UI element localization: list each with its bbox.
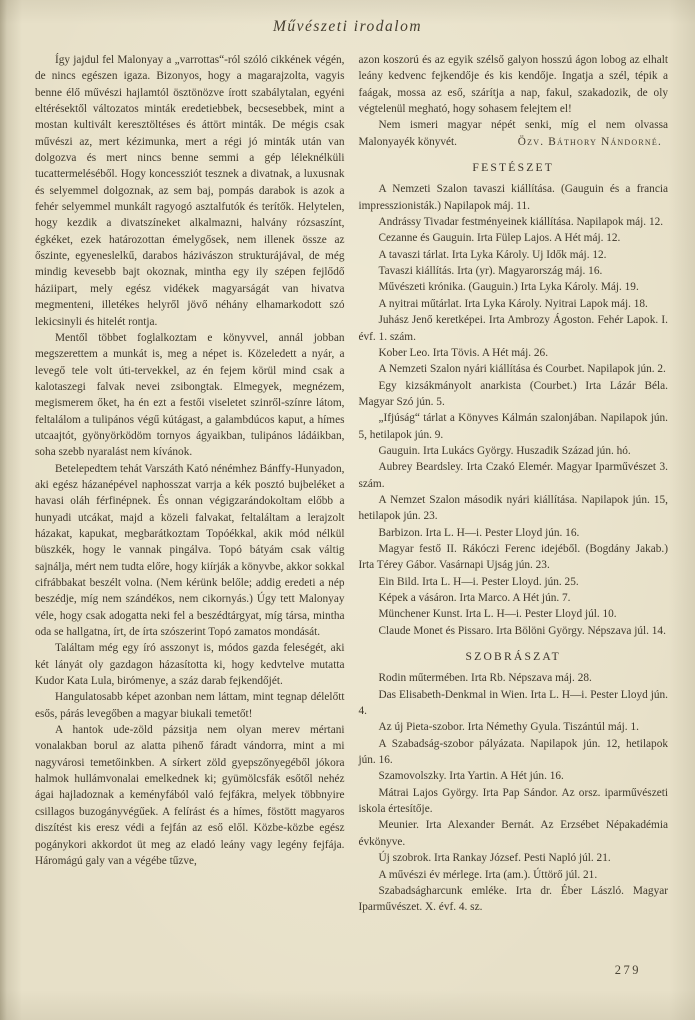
left-column (35, 52, 345, 916)
bibliography-entry: Kober Leo. Irta Tövis. A Hét máj. 26. (378, 346, 549, 359)
bibliography-entry: A Nemzet Szalon második nyári kiállítása. Napilapok jún. 15, hetilapok jún. 23. (358, 493, 668, 523)
section-szobraszat (359, 649, 669, 916)
bibliography-entry: Művészeti krónika. (Gauguin.) Irta Lyka Károly. Máj. 19. (378, 281, 639, 294)
closing-paragraph: Nem ismeri magyar népét senki, míg el nem olvassa Malonyayék könyvét. (358, 119, 668, 148)
right-column (359, 52, 669, 916)
bibliography-entry: A Szabadság-szobor pályázata. Napilapok jún. 12, hetilapok jún. 16. (358, 737, 668, 767)
bibliography-entry: Cezanne és Gauguin. Irta Fülep Lajos. A Hét máj. 12. (378, 232, 621, 245)
bibliography-entry: Andrássy Tivadar festményeinek kiállítása. Napilapok máj. 12. (378, 216, 664, 229)
bibliography-entry: A művészi év mérlege. Irta (am.). Úttörő júl. 21. (378, 868, 598, 881)
page-number: 279 (614, 963, 641, 977)
paragraph: A hantok ude-zöld pázsitja nem olyan merev mértani vonalakban borul az alatta pihenő fáradt vándorra, mint a mi nagyvárosi temetőinkben. A sírkert zöld gyepszőnyegéből jókora halmok hullámvonalai emelkednek ki; gyümölcsfák esőtől nehéz ágai hajladoznak a keményfából való fejfákra, melyek többnyire csillagos buzogányvégűek. A felírást és a hímes, föstött magyaros diszítést kis eresz védi a fejfán az eső elől. Közbe-közbe egész pogánykori akkordot üt meg az eladó leány vagy legény fejfája. Háromágú galy van a végébe tűzve, (35, 724, 345, 867)
page-header-title: Művészeti irodalom (272, 18, 423, 35)
section-heading: FESTÉSZET (472, 161, 555, 175)
bibliography-entry: Claude Monet és Pissaro. Irta Bölöni György. Népszava júl. 14. (378, 624, 666, 637)
bibliography-entry: Münchener Kunst. Irta L. H—i. Pester Lloyd júl. 10. (378, 608, 617, 621)
bibliography-entry: A tavaszi tárlat. Irta Lyka Károly. Uj Idők máj. 12. (378, 248, 607, 261)
bibliography-entry: Gauguin. Irta Lukács György. Huszadik Század jún. hó. (378, 444, 631, 457)
author-signature: Özv. Báthory Nándorné. (517, 135, 662, 148)
bibliography-entry: „Ifjúság“ tárlat a Könyves Kálmán szalonjában. Napilapok jún. 5, hetilapok jún. 9. (358, 412, 668, 441)
paragraph: Így jajdul fel Malonyay a „varrottas“-ról szóló cikkének végén, de nincs egészen igaza. Bizonyos, hogy a magarajzolta, vagyis benne élő művészi hajlamtól ösztönözve írott szabálytalan, egyéni eltérésektől változatos minták eredetiebbek, becsesebbek, mint a mostan kultivált keresztöltéses és áttört minták. De mégis csak művészi az, mert kézimunka, mert a régi jó minták után van dolgozva és mert nincs benne semmi a gép léleknélküli tucattermeléséből. Hogy koncessziót tesznek a divatnak, a luxusnak és selyemmel dolgoznak, az sem baj, pompás darabok is azok a fehér selyemmel munkált ragyogó asztalfutók és terítők. Helytelen, hogy kezdik a divatszíneket alkalmazni, halvány rózsaszínt, égkéket, ezek határozottan émelygősek, nem illenek össze az őszinte, egyeneslelkű, darabos házivászon strukturájával, de még mindig kevesebb bajt okoznak, mintha egy ily szépen fejlődő háziipart, mely egész vidékek magyarságát van hivatva megmenteni, illetékes helyről jövő néhány elhamarkodott szó lekicsinyli és hitelét rontja. (35, 54, 345, 328)
bibliography-entry: Szabadságharcunk emléke. Irta dr. Éber László. Magyar Iparművészet. X. évf. 4. sz. (358, 884, 668, 914)
bibliography-entry: Új szobrok. Irta Rankay József. Pesti Napló júl. 21. (378, 852, 611, 865)
two-column-layout (35, 52, 668, 916)
bibliography-entry: Ein Bild. Irta L. H—i. Pester Lloyd. jún. 25. (378, 575, 579, 588)
bibliography-entry: Rodin műtermében. Irta Rb. Népszava máj. 28. (378, 672, 592, 685)
bibliography-entry: Tavaszi kiállítás. Irta (yr). Magyarország máj. 16. (378, 265, 603, 278)
section-festeszet (359, 160, 669, 639)
paragraph: Hangulatosabb képet azonban nem láttam, mint tegnap délelőtt esős, párás levegőben a magyar biukali temetőt! (35, 691, 345, 720)
paragraph: Mentől többet foglalkoztam e könyvvel, annál jobban megszerettem a munkát is, meg a népet is. Közeledett a nyár, a levegő tele volt úti-tervekkel, az én fejem körül mind csak a kalotaszegi falvak nevei zsibongtak. Elmegyek, megnézem, megismerem őket, ha én ezt a festői viseletet szinről-színre látom, feltalálom a tulipános végű kútágast, a galambdúcos kaput, a hímes utcaajtót, gyönyörködöm tornyos ágyaikban, tulipános ládáikban, soha szebb nyaralást nem kívánok. (35, 331, 345, 459)
bibliography-entry: Az új Pieta-szobor. Irta Némethy Gyula. Tiszántúl máj. 1. (378, 721, 639, 734)
bibliography-entry: Das Elisabeth-Denkmal in Wien. Irta L. H—i. Pester Lloyd jún. 4. (358, 688, 668, 718)
bibliography-entry: Barbizon. Irta L. H—i. Pester Lloyd jún. 16. (378, 526, 580, 539)
bibliography-entry: A Nemzeti Szalon tavaszi kiállítása. (Gauguin és a francia impresszionisták.) Napilapok máj. 11. (358, 183, 668, 212)
continuation-paragraph: azon koszorú és az egyik szélső galyon hosszú ágon lobog az elhalt leány kedvenc fejkendője és kis kendője. Ingatja a szél, tépik a faágak, mossa az eső, szárítja a nap, fakul, szakadozik, de oly végtelenül megható, hogy sohasem felejtem el! (358, 54, 668, 116)
section-heading: SZOBRÁSZAT (465, 650, 561, 664)
bibliography-entry: Magyar festő II. Rákóczi Ferenc idejéből. (Bogdány Jakab.) Irta Térey Gábor. Vasárnapi Ujság jún. 23. (358, 542, 668, 572)
bibliography-entry: Szamovolszky. Irta Yartin. A Hét jún. 16. (378, 770, 564, 783)
bibliography-entry: Egy kizsákmányolt anarkista (Courbet.) Irta Lázár Béla. Magyar Szó jún. 5. (358, 379, 668, 408)
bibliography-entry: Képek a vásáron. Irta Marco. A Hét jún. 7. (378, 592, 571, 604)
bibliography-entry: A nyitrai műtárlat. Irta Lyka Károly. Nyitrai Lapok máj. 18. (378, 297, 648, 310)
bibliography-list (359, 670, 669, 915)
bibliography-entry: Meunier. Irta Alexander Bernát. Az Erzsébet Népakadémia évkönyve. (358, 819, 668, 848)
paragraph: Találtam még egy író asszonyt is, módos gazda feleségét, aki két lányát oly gazdagon házasította ki, hogy kedvtelve mutatta Kudor Kata Lula, birómenye, a száz darab fejkendőjét. (35, 642, 345, 688)
paragraph: Betelepedtem tehát Varszáth Kató nénémhez Bánffy-Hunyadon, aki egész házanépével naphosszat varrja a kék posztó bujbeléket a havasi oláh férfinépnek. És onnan végigzarándokoltam előbb a hunyadi utcákat, majd a közeli falvakat, feltaláltam a lerajzolt házakat, kapukat, megbarátkoztam Topóékkal, akik mód nélkül büszkék, hogy le vannak pingálva. Topó bátyám csak váltig sajnálja, mért nem tudta előre, hogy kiírják a könyvbe, akkor sokkal cifrábbakat beszélt volna. (Nem kérünk belőle; addig eredeti a nép beszédje, míg nem szándékos, nem cikornyás.) Úgy tett Malonyay véle, hogy csak adogatta neki fel a beszédtárgyat, míg társa, mintha oda se hallgatna, írt, de írta szószerint Topó zamatos mondását. (35, 462, 345, 639)
bibliography-list (359, 181, 669, 639)
bibliography-entry: A Nemzeti Szalon nyári kiállítása és Courbet. Napilapok jún. 2. (378, 363, 666, 376)
bibliography-entry: Mátrai Lajos György. Irta Pap Sándor. Az orsz. iparművészeti iskola értesítője. (358, 786, 668, 816)
bibliography-entry: Juhász Jenő keretképei. Irta Ambrozy Ágoston. Fehér Lapok. I. évf. 1. szám. (358, 314, 668, 343)
bibliography-entry: Aubrey Beardsley. Irta Czakó Elemér. Magyar Iparművészet 3. szám. (358, 461, 668, 490)
